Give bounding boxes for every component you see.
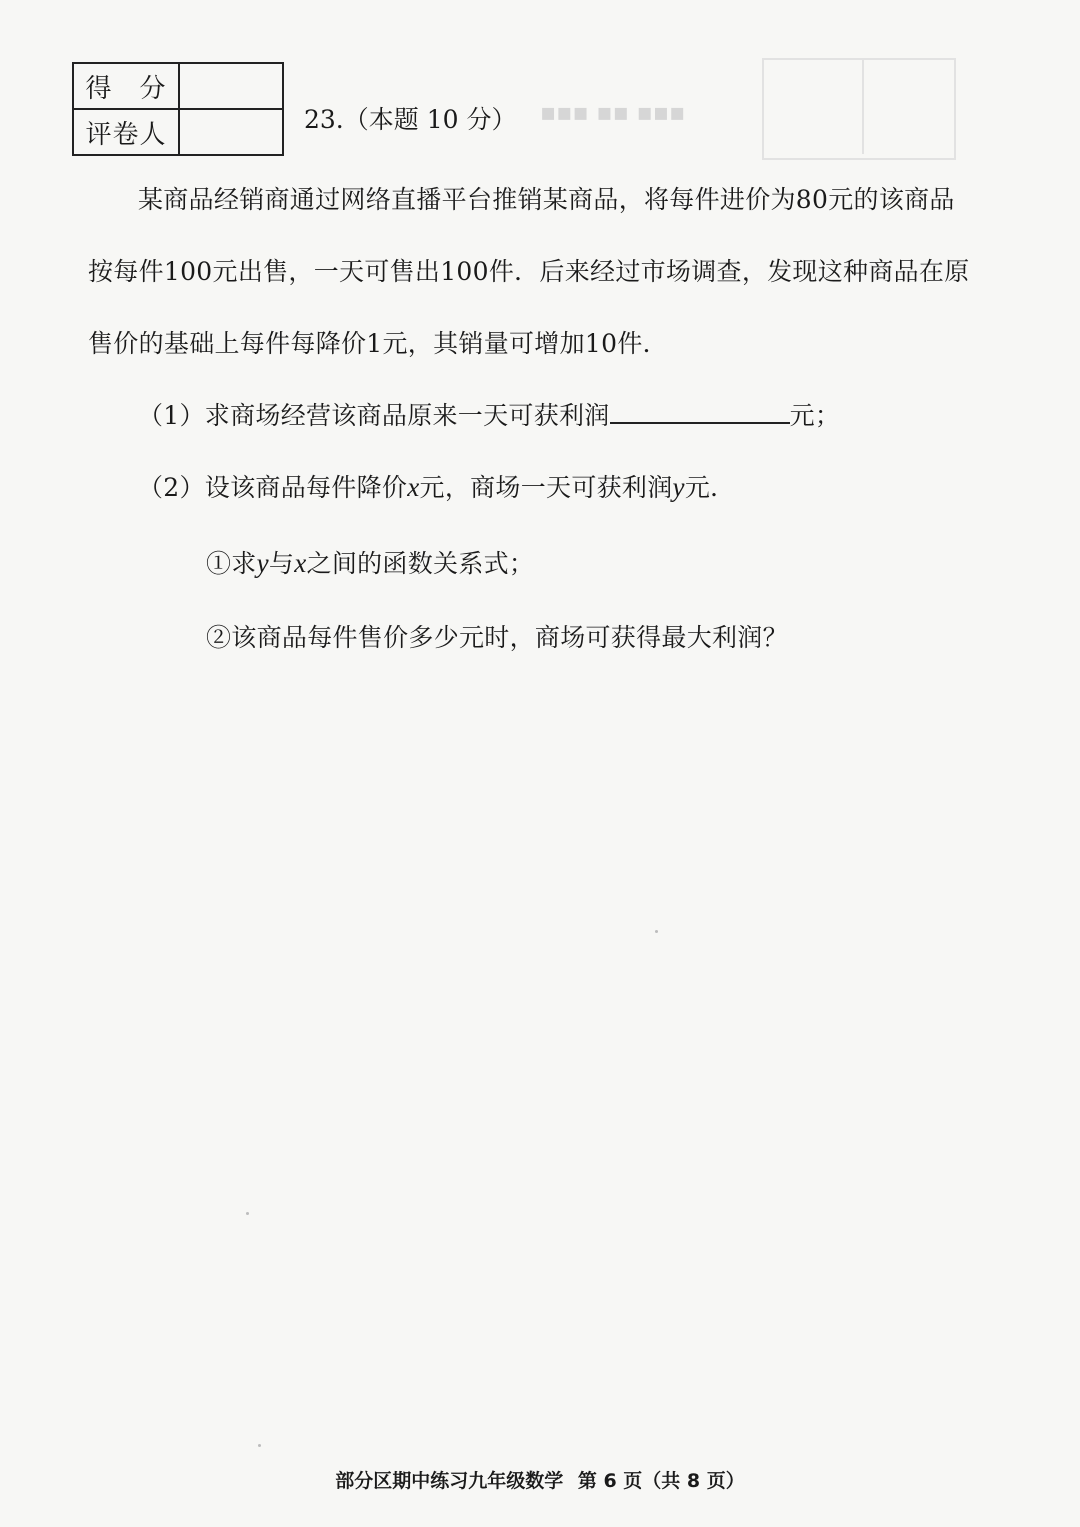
sub-1-text-a: ①求 — [206, 549, 257, 578]
question-header: 23.（本题 10 分） — [304, 105, 517, 134]
grader-label: 评卷人 — [73, 109, 179, 155]
bleed-through-box — [762, 58, 956, 160]
variable-x: x — [294, 548, 307, 578]
scan-speck — [258, 1444, 261, 1447]
scan-speck — [655, 930, 658, 933]
bleed-through-text: ▪▪▪ ▪▪ ▪▪▪ — [540, 98, 686, 126]
part-2-text-b: 元，商场一天可获利润 — [419, 473, 673, 502]
page-footer — [0, 1466, 1080, 1493]
part-2-text-a: （2）设该商品每件降价 — [138, 473, 408, 502]
sub-question-2: ②该商品每件售价多少元时，商场可获得最大利润？ — [206, 623, 788, 652]
sub-1-text-b: 与 — [268, 549, 295, 578]
answer-blank[interactable] — [610, 398, 790, 424]
score-cell — [179, 63, 283, 109]
sub-question-1 — [206, 544, 534, 580]
scan-speck — [246, 1212, 249, 1215]
part-2 — [138, 468, 735, 504]
sub-1-text-c: 之间的函数关系式； — [306, 549, 535, 578]
variable-y: y — [672, 472, 685, 502]
question-stem-line-1: 某商品经销商通过网络直播平台推销某商品，将每件进价为80元的该商品 — [138, 185, 955, 214]
variable-x: x — [407, 472, 420, 502]
question-stem-line-2: 按每件100元出售，一天可售出100件．后来经过市场调查，发现这种商品在原 — [88, 257, 970, 286]
question-stem-line-3: 售价的基础上每件每降价1元，其销量可增加10件． — [88, 329, 668, 358]
score-label: 得 分 — [73, 63, 179, 109]
score-table — [72, 62, 284, 156]
variable-y: y — [256, 548, 269, 578]
part-2-text-c: 元． — [684, 473, 736, 502]
footer-page-number: 第 6 页（共 8 页） — [577, 1470, 745, 1492]
part-1-text: （1）求商场经营该商品原来一天可获利润 — [138, 401, 610, 430]
footer-title: 部分区期中练习九年级数学 — [335, 1470, 564, 1492]
grader-cell — [179, 109, 283, 155]
part-1-unit: 元； — [789, 401, 841, 430]
bleed-through-line — [862, 60, 864, 154]
part-1 — [138, 396, 840, 432]
